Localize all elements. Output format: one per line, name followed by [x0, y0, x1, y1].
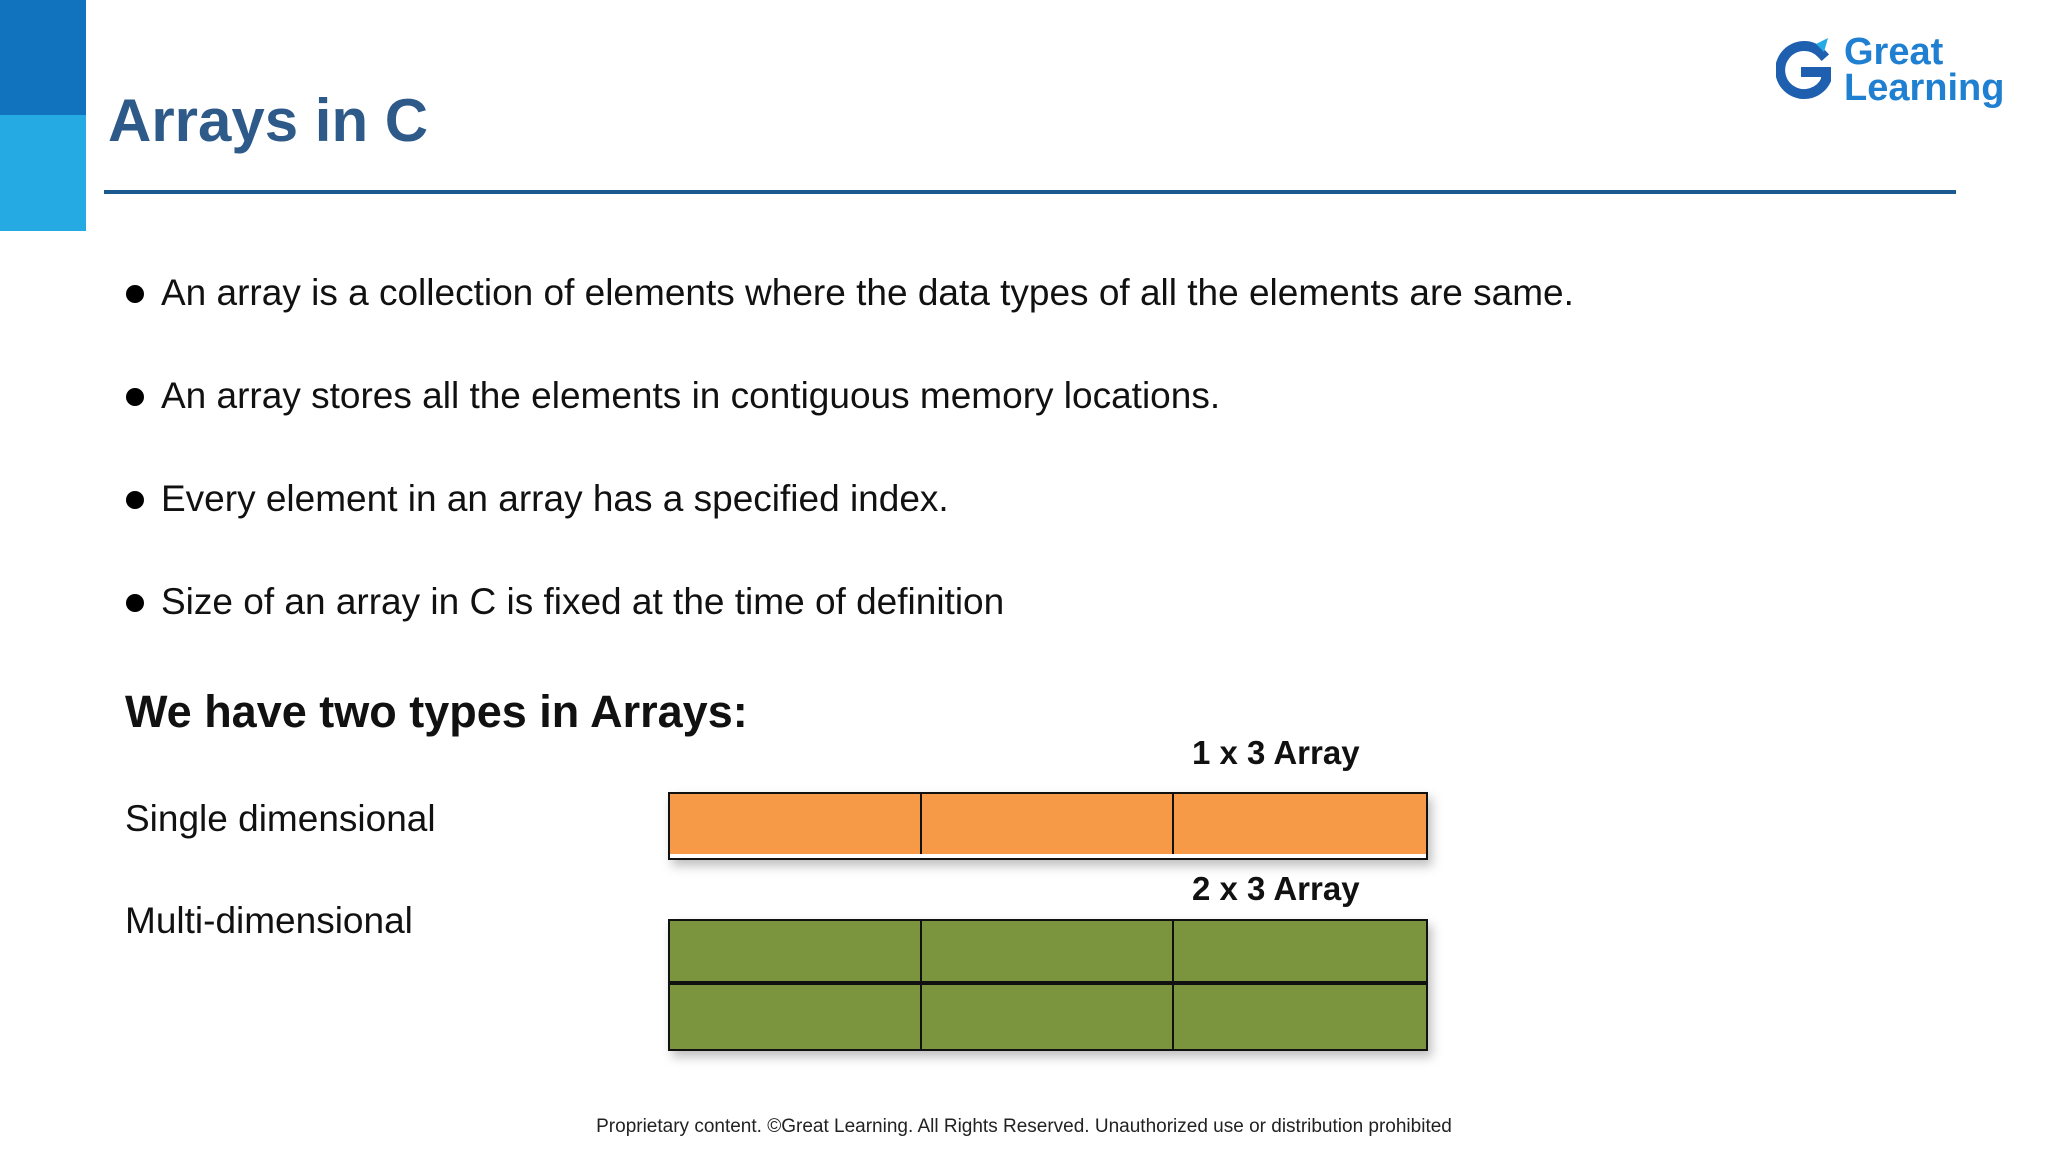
array-cell: [670, 985, 922, 1049]
logo-line-1: Great: [1844, 31, 1944, 73]
bullet-item: [126, 571, 1574, 674]
single-dimensional-label: Single dimensional: [125, 798, 436, 839]
array-1x3-caption: 1 x 3 Array: [1192, 734, 1360, 771]
bullet-icon: [126, 285, 144, 303]
bullet-text: An array stores all the elements in contiguous memory locations.: [161, 375, 1221, 416]
great-learning-logo: [1776, 31, 2016, 114]
array-cell: [1174, 794, 1426, 854]
bullet-item: [126, 262, 1574, 365]
bullet-item: [126, 468, 1574, 571]
array-cell: [922, 921, 1174, 985]
array-cell: [922, 985, 1174, 1049]
bullet-text: Size of an array in C is fixed at the time of definition: [161, 581, 1005, 622]
array-cell: [1174, 921, 1426, 985]
array-cell: [1174, 985, 1426, 1049]
accent-bar-dark: [0, 0, 86, 115]
title-divider: [104, 190, 1956, 194]
slide-title: Arrays in C: [108, 87, 429, 154]
logo-line-2: Learning: [1844, 67, 2005, 109]
accent-bar-light: [0, 115, 86, 231]
bullet-list: [126, 262, 1574, 674]
copyright-footer: Proprietary content. ©Great Learning. All Rights Reserved. Unauthorized use or distribution prohibited: [596, 1116, 1452, 1137]
array-cell: [922, 794, 1174, 854]
bullet-text: An array is a collection of elements where the data types of all the elements are same.: [161, 272, 1574, 313]
types-heading: We have two types in Arrays:: [125, 686, 748, 737]
bullet-text: Every element in an array has a specified index.: [161, 478, 949, 519]
bullet-icon: [126, 491, 144, 509]
array-2x3-caption: 2 x 3 Array: [1192, 870, 1360, 907]
array-2x3-diagram: [668, 919, 1428, 1051]
array-cell: [670, 921, 922, 985]
logo-wordmark: [1844, 31, 2005, 109]
bullet-icon: [126, 594, 144, 612]
multi-dimensional-label: Multi-dimensional: [125, 900, 413, 941]
great-learning-g-logo-icon: [1776, 36, 1832, 108]
array-1x3-diagram: [668, 792, 1428, 860]
bullet-icon: [126, 388, 144, 406]
array-cell: [670, 794, 922, 854]
bullet-item: [126, 365, 1574, 468]
